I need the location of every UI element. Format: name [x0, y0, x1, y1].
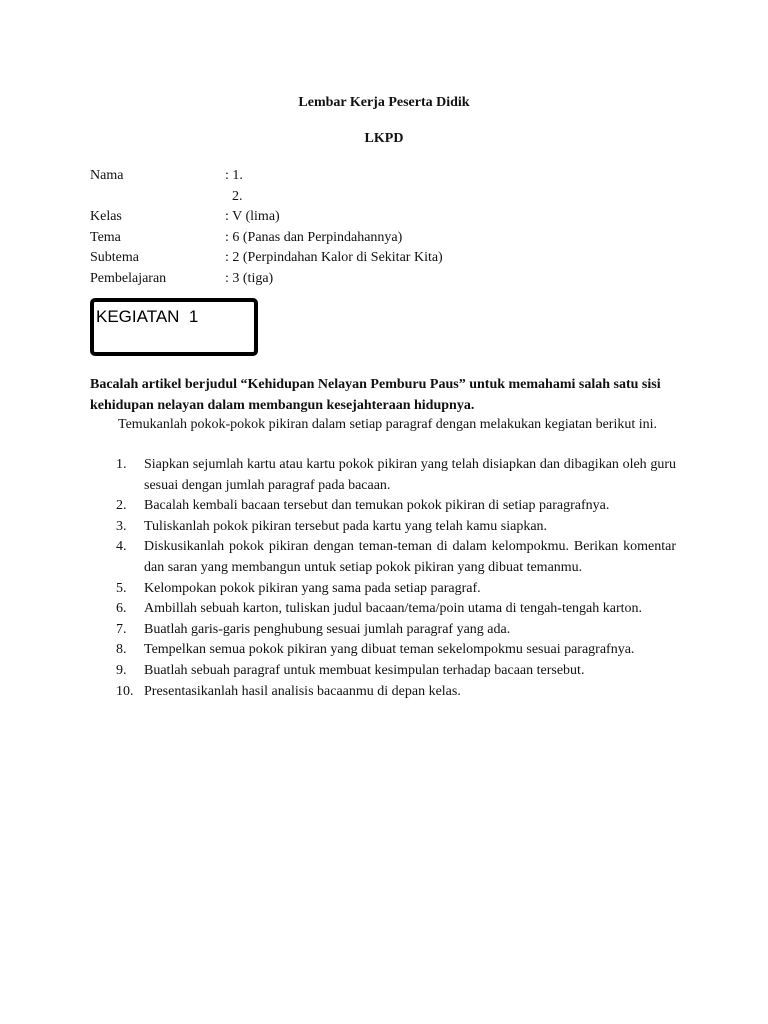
list-item: [90, 517, 676, 538]
step-text: Buatlah garis-garis penghubung sesuai jumlah paragraf yang ada.: [144, 621, 511, 637]
step-text: Ambillah sebuah karton, tuliskan judul bacaan/tema/poin utama di tengah-tengah karton.: [144, 601, 643, 617]
step-number: 4.: [116, 539, 127, 555]
step-text: Presentasikanlah hasil analisis bacaanmu di depan kelas.: [144, 683, 461, 699]
info-row-tema: [90, 228, 443, 249]
student-info-block: [90, 166, 443, 289]
document-title: Lembar Kerja Peserta Didik: [298, 95, 470, 110]
step-number: 5.: [116, 580, 127, 596]
step-text: Tuliskanlah pokok pikiran tersebut pada kartu yang telah kamu siapkan.: [144, 518, 548, 534]
step-number: 6.: [116, 601, 127, 617]
info-label: Pembelajaran: [90, 270, 167, 286]
list-item: [90, 496, 676, 517]
document-subtitle: LKPD: [364, 131, 404, 146]
info-label: Subtema: [90, 250, 139, 265]
step-text: Diskusikanlah pokok pikiran dengan teman-teman di dalam kelompokmu. Berikan komentar dan saran yang membangun untuk setiap pokok pikiran yang dibuat temanmu.: [144, 539, 676, 575]
list-item: [90, 682, 676, 703]
info-row-nama-2: [90, 187, 443, 208]
list-item: [90, 640, 676, 661]
info-row-pembelajaran: [90, 269, 443, 290]
info-value: : 6 (Panas dan Perpindahannya): [225, 229, 403, 245]
info-value: : 2 (Perpindahan Kalor di Sekitar Kita): [225, 250, 443, 265]
instruction-paragraph: Temukanlah pokok-pokok pikiran dalam setiap paragraf dengan melakukan kegiatan berikut ini.: [118, 417, 658, 432]
info-label: [90, 187, 225, 208]
step-number: 8.: [116, 642, 127, 658]
info-row-nama: [90, 166, 443, 187]
step-text: Bacalah kembali bacaan tersebut dan temukan pokok pikiran di setiap paragrafnya.: [144, 498, 610, 514]
list-item: [90, 620, 676, 641]
step-text: Tempelkan semua pokok pikiran yang dibuat teman sekelompokmu sesuai paragrafnya.: [144, 642, 635, 658]
info-label: Kelas: [90, 209, 122, 224]
info-value: : 3 (tiga): [225, 270, 274, 286]
step-number: 2.: [116, 498, 127, 514]
info-row-kelas: [90, 207, 443, 228]
step-number: 9.: [116, 662, 127, 678]
kegiatan-box: [90, 298, 258, 356]
step-number: 1.: [116, 457, 127, 472]
info-value: : V (lima): [225, 209, 280, 224]
info-value: : 1.: [225, 168, 243, 183]
step-number: 10.: [116, 683, 134, 699]
info-row-subtema: [90, 248, 443, 269]
kegiatan-label: KEGIATAN 1: [96, 307, 199, 326]
step-text: Kelompokan pokok pikiran yang sama pada setiap paragraf.: [144, 580, 481, 596]
list-item: [90, 455, 676, 496]
list-item: [90, 661, 676, 682]
list-item: [90, 579, 676, 600]
intro-paragraph: Bacalah artikel berjudul “Kehidupan Nelayan Pemburu Paus” untuk memahami salah satu sisi kehidupan nelayan dalam membangun kesejahteraan hidupnya.: [90, 377, 661, 413]
steps-list: [90, 455, 676, 702]
step-text: Buatlah sebuah paragraf untuk membuat kesimpulan terhadap bacaan tersebut.: [144, 662, 585, 678]
list-item: [90, 599, 676, 620]
info-label: Nama: [90, 168, 124, 183]
list-item: [90, 537, 676, 578]
info-value: 2.: [225, 188, 243, 204]
step-text: Siapkan sejumlah kartu atau kartu pokok pikiran yang telah disiapkan dan dibagikan oleh guru sesuai dengan jumlah paragraf pada bacaan.: [144, 457, 676, 493]
step-number: 7.: [116, 621, 127, 637]
step-number: 3.: [116, 518, 127, 534]
info-label: Tema: [90, 229, 121, 245]
